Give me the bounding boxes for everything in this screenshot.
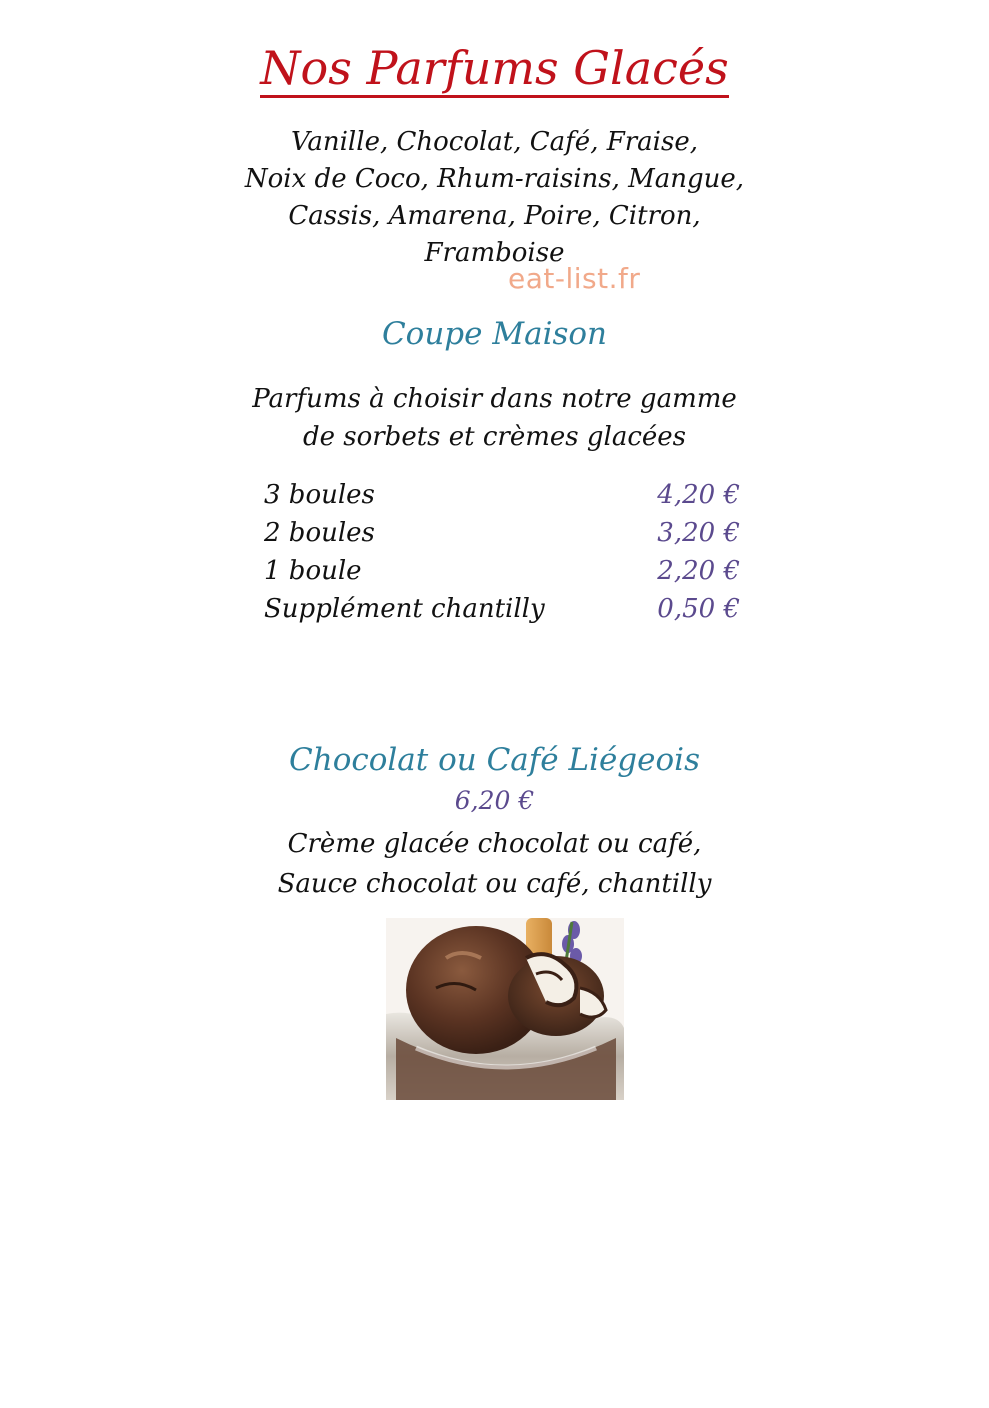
- coupe-maison-description: [0, 380, 989, 456]
- liegeois-price: 6,20 €: [454, 786, 535, 815]
- page-title-text: Nos Parfums Glacés: [260, 41, 728, 98]
- flavor-list: [0, 124, 989, 272]
- item-label: Supplément chantilly: [264, 594, 545, 624]
- item-price: 2,20 €: [657, 556, 740, 586]
- price-row: [264, 514, 740, 552]
- item-label: 1 boule: [264, 556, 362, 586]
- price-row: [264, 552, 740, 590]
- item-label: 3 boules: [264, 480, 375, 510]
- liegeois-description: [0, 824, 989, 904]
- description-line: Sauce chocolat ou café, chantilly: [277, 869, 712, 899]
- page-title: [0, 40, 989, 96]
- description-line: de sorbets et crèmes glacées: [302, 422, 687, 452]
- price-row: [264, 476, 740, 514]
- item-price: 0,50 €: [657, 594, 740, 624]
- description-line: Crème glacée chocolat ou café,: [287, 829, 702, 859]
- flavor-line: Vanille, Chocolat, Café, Fraise,: [290, 127, 698, 157]
- flavor-line: Cassis, Amarena, Poire, Citron,: [288, 201, 701, 231]
- flavor-line: Framboise: [424, 238, 565, 268]
- sundae-image-icon: [386, 918, 624, 1100]
- price-row: [264, 590, 740, 628]
- watermark: eat-list.fr: [508, 262, 641, 295]
- coupe-maison-title: Coupe Maison: [381, 316, 608, 352]
- liegeois-title: Chocolat ou Café Liégeois: [289, 742, 700, 778]
- flavor-line: Noix de Coco, Rhum-raisins, Mangue,: [244, 164, 745, 194]
- item-price: 3,20 €: [657, 518, 740, 548]
- coupe-maison-price-list: [264, 476, 740, 628]
- sundae-photo: [386, 918, 624, 1100]
- item-label: 2 boules: [264, 518, 375, 548]
- item-price: 4,20 €: [657, 480, 740, 510]
- description-line: Parfums à choisir dans notre gamme: [252, 384, 737, 414]
